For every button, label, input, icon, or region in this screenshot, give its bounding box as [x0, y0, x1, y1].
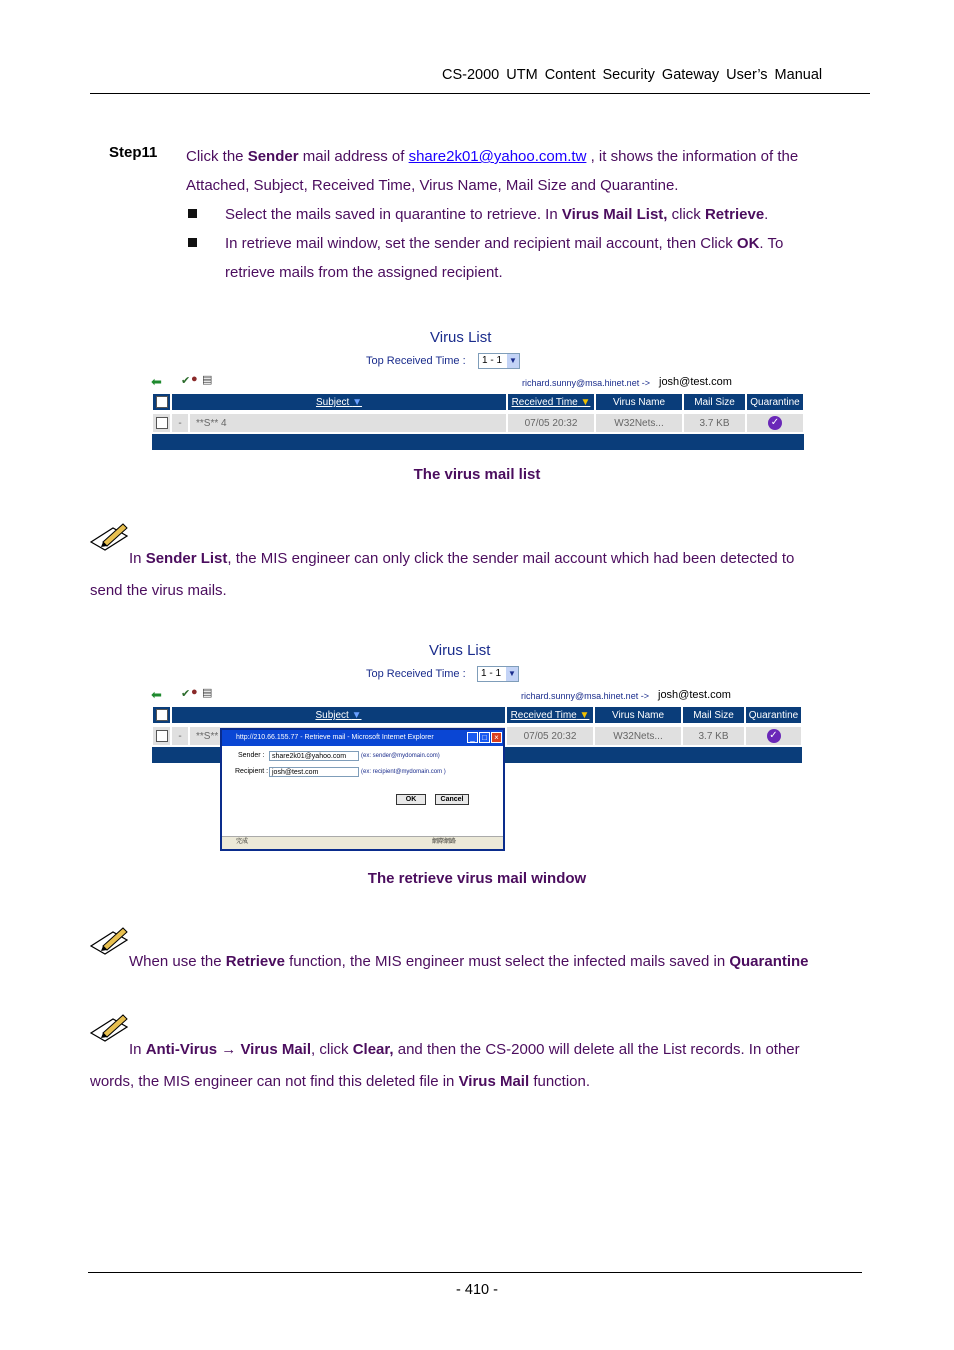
- ok-button[interactable]: OK: [396, 794, 426, 805]
- recipient-hint: (ex: recipient@mydomain.com ): [361, 769, 446, 775]
- text-span: Attached, Subject, Received Time, Virus Name, Mail Size and Quarantine.: [186, 177, 679, 194]
- sort-icon: ▼: [580, 397, 591, 408]
- text-span: When use the: [129, 953, 226, 970]
- status-zone: 網際網路: [432, 839, 457, 845]
- text-span: words, the MIS engineer can not find this deleted file in: [90, 1073, 459, 1090]
- text-span: .: [764, 206, 769, 223]
- top-received-select[interactable]: [477, 666, 519, 682]
- col-quarantine: Quarantine: [746, 393, 804, 411]
- virus-cell: W32Nets...: [594, 726, 682, 746]
- time-cell: 07/05 20:32: [506, 726, 594, 746]
- attach-cell: -: [171, 413, 189, 433]
- time-cell: 07/05 20:32: [507, 413, 595, 433]
- back-arrow-icon[interactable]: ⬅: [151, 374, 162, 389]
- quarantine-cell: [745, 726, 802, 746]
- virus-cell: W32Nets...: [595, 413, 683, 433]
- subject-cell: **S**: [189, 726, 506, 746]
- bullet-item: [225, 229, 865, 287]
- recipient-label: Recipient :: [235, 768, 269, 775]
- col-subject[interactable]: [171, 393, 507, 411]
- text-span: function, the MIS engineer must select the infected mails saved in: [284, 953, 730, 970]
- cancel-button[interactable]: Cancel: [435, 794, 469, 805]
- quarantine-cell: [746, 413, 804, 433]
- minimize-icon[interactable]: _: [467, 732, 478, 743]
- figure-caption: The virus mail list: [413, 466, 541, 483]
- row-check-cell: [152, 413, 171, 433]
- quarantine-icon[interactable]: ✓: [768, 416, 782, 430]
- col-received-time[interactable]: [506, 706, 594, 724]
- sender-field[interactable]: share2k01@yahoo.com: [269, 751, 359, 761]
- top-received-label: Top Received Time :: [366, 668, 466, 680]
- row-checkbox[interactable]: [156, 417, 168, 429]
- text-span: In: [129, 550, 146, 567]
- col-virus-name: Virus Name: [595, 393, 683, 411]
- col-mail-size: Mail Size: [683, 393, 746, 411]
- virus-list-title: Virus List: [430, 329, 492, 346]
- text-span: . To: [759, 235, 784, 252]
- quarantine-icon[interactable]: ✓: [767, 729, 781, 743]
- table-header-row: [152, 706, 802, 726]
- text-span: , the MIS engineer can only click the sender mail account which had been detected to: [227, 550, 795, 567]
- bold-term: Retrieve: [225, 953, 285, 970]
- route-from: richard.sunny@msa.hinet.net ->: [522, 378, 650, 388]
- route-to: josh@test.com: [659, 376, 732, 388]
- col-received-time[interactable]: [507, 393, 595, 411]
- select-value: 1 - 1: [482, 355, 503, 366]
- bold-term: Sender List: [145, 550, 228, 567]
- table-row: [152, 413, 804, 433]
- bold-term: Quarantine: [729, 953, 809, 970]
- address-book-icon[interactable]: ✔: [181, 688, 191, 700]
- select-all-cell: [152, 393, 171, 411]
- row-check-cell: [152, 726, 171, 746]
- col-virus-name: Virus Name: [594, 706, 682, 724]
- select-all-cell: [152, 706, 171, 724]
- note-clear: [90, 1034, 870, 1098]
- bold-term: Virus Mail List,: [561, 206, 668, 223]
- chevron-down-icon: ▼: [507, 354, 519, 368]
- printer-icon[interactable]: ▤: [202, 687, 213, 699]
- col-subject[interactable]: [171, 706, 506, 724]
- user-icon[interactable]: ●: [191, 373, 198, 385]
- chevron-down-icon: ▼: [506, 667, 518, 681]
- status-done: 完成: [236, 839, 249, 845]
- select-all-checkbox[interactable]: [156, 709, 168, 721]
- attach-cell: -: [171, 726, 189, 746]
- text-span: In: [129, 1041, 146, 1058]
- header-rule: [90, 93, 870, 94]
- figure-caption: The retrieve virus mail window: [367, 870, 587, 887]
- status-bar: [222, 836, 503, 849]
- sort-icon: ▼: [352, 397, 363, 408]
- window-titlebar: http://210.66.155.77 - Retrieve mail - Microsoft Internet Explorer: [222, 730, 503, 746]
- note-sender-list: [90, 543, 870, 607]
- table-footer-bar: [152, 434, 804, 450]
- text-span: click: [667, 206, 705, 223]
- table-header-row: [152, 393, 804, 413]
- col-label: Received Time: [510, 710, 577, 721]
- document-header: CS-2000 UTM Content Security Gateway User’s Manual: [442, 67, 823, 83]
- col-label: Subject: [315, 710, 349, 721]
- sort-icon: ▼: [351, 710, 362, 721]
- text-span: send the virus mails.: [90, 582, 227, 599]
- text-span: Click the: [186, 148, 248, 165]
- printer-icon[interactable]: ▤: [202, 374, 213, 386]
- maximize-icon[interactable]: □: [479, 732, 490, 743]
- arrow-icon: →: [217, 1041, 241, 1058]
- bullet-icon: [188, 209, 197, 218]
- user-icon[interactable]: ●: [191, 686, 198, 698]
- sender-hint: (ex: sender@mydomain.com): [361, 753, 440, 759]
- page-number: - 410 -: [456, 1282, 498, 1298]
- bullet-icon: [188, 238, 197, 247]
- bold-term: Retrieve: [704, 206, 765, 223]
- size-cell: 3.7 KB: [682, 726, 745, 746]
- select-all-checkbox[interactable]: [156, 396, 168, 408]
- note-retrieve: [129, 947, 869, 976]
- bullet-item: [225, 200, 865, 229]
- virus-list-title: Virus List: [429, 642, 491, 659]
- text-span: mail address of: [298, 148, 409, 165]
- text-span: Select the mails saved in quarantine to retrieve. In: [225, 206, 562, 223]
- address-book-icon[interactable]: ✔: [181, 375, 191, 387]
- text-span: function.: [529, 1073, 591, 1090]
- col-label: Subject: [315, 397, 350, 408]
- step-label: Step11: [109, 144, 158, 161]
- size-cell: 3.7 KB: [683, 413, 746, 433]
- row-checkbox[interactable]: [156, 730, 168, 742]
- route-to: josh@test.com: [658, 689, 731, 701]
- bold-term: Anti-Virus: [145, 1041, 218, 1058]
- text-span: and then the CS-2000 will delete all the List records. In other: [393, 1041, 800, 1058]
- note-pencil-icon: [89, 926, 129, 958]
- retrieve-mail-window: [220, 728, 505, 851]
- bold-term: Virus Mail: [458, 1073, 530, 1090]
- step-paragraph: [186, 142, 866, 200]
- subject-cell: **S** 4: [189, 413, 507, 433]
- col-label: Received Time: [511, 397, 578, 408]
- bold-term: OK: [736, 235, 760, 252]
- text-span: , it shows the information of the: [586, 148, 799, 165]
- text-span: , click: [311, 1041, 353, 1058]
- back-arrow-icon[interactable]: ⬅: [151, 687, 162, 702]
- recipient-field[interactable]: josh@test.com: [269, 767, 359, 777]
- text-span: In retrieve mail window, set the sender and recipient mail account, then Click: [225, 235, 737, 252]
- email-link[interactable]: share2k01@yahoo.com.tw: [408, 148, 587, 165]
- bold-term: Clear,: [352, 1041, 394, 1058]
- footer-rule: [88, 1272, 862, 1273]
- top-received-select[interactable]: [478, 353, 520, 369]
- route-from: richard.sunny@msa.hinet.net ->: [521, 691, 649, 701]
- bold-term: Sender: [247, 148, 299, 165]
- bold-term: Virus Mail: [240, 1041, 312, 1058]
- sort-icon: ▼: [579, 710, 590, 721]
- text-span: retrieve mails from the assigned recipient.: [225, 264, 503, 281]
- select-value: 1 - 1: [481, 668, 502, 679]
- sender-label: Sender :: [238, 752, 265, 759]
- col-quarantine: Quarantine: [745, 706, 802, 724]
- close-icon[interactable]: ×: [491, 732, 502, 743]
- col-mail-size: Mail Size: [682, 706, 745, 724]
- top-received-label: Top Received Time :: [366, 355, 466, 367]
